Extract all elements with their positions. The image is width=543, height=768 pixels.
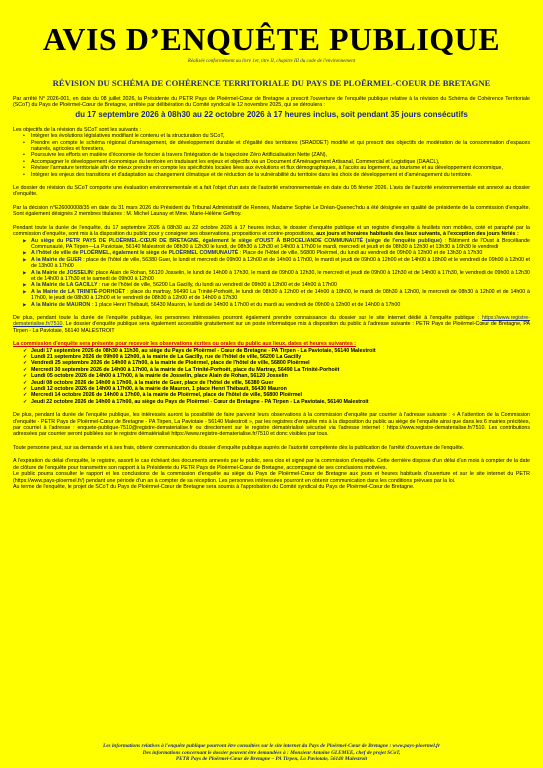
place-name: A la Mairie de GUER [31, 256, 82, 263]
footer [13, 743, 530, 763]
places-intro [13, 225, 530, 238]
section-heading: RÉVISION DU SCHÉMA DE COHÉRENCE TERRITORIALE DU PAYS DE PLOËRMEL-COEUR DE BRETAGNE [52, 78, 491, 88]
objective-item: • Intégrer les évolutions législatives modifiant le contenu et la structuration du SCoT, [23, 133, 530, 139]
permanence-item: ✓ Lundi 21 septembre 2026 de 09h00 à 12h00, à la mairie de La Gacilly, rue de l'hôtel de ville, 56200 La Gacilly [23, 354, 530, 360]
objective-item: • Intégrer les enjeux des transitions et d'adaptation au changement climatique et de réduction de la vulnérabilité du territoire dans les choix de développement et d'aménagement du territoire. [23, 172, 530, 178]
permanence-item: ✓ Mercredi 30 septembre 2026 de 14h00 à 17h00, à la mairie de La Trinité-Porhoët, place du Martray, 56490 La Trinité-Porhoët [23, 367, 530, 373]
objectives-intro: Les objectifs de la révision du SCoT sont les suivants : [13, 126, 141, 133]
place-detail: : Bâtiment de l'Oust à Brocéliande Communauté, PA Tirpen—La Paviotaie, 56140 Malestroit de 08h30 à 12h30 le lundi, de 08h30 à 12h30 et 14h00 à 17h00 le mardi, mercredi et jeudi et de 08h30 à 12h30 et 13h30 à 16h30 le vendredi [31, 237, 530, 250]
costs-paragraph: Toute personne peut, sur sa demande et à ses frais, obtenir communication du dossier d'enquête publique auprès de l'autorité compétente dès la publication de l'arrêté d'ouverture de l'enquête. [13, 444, 465, 451]
permanence-item: ✓ Jeudi 17 septembre 2026 de 08h30 à 11h30, au siège du Pays de Ploërmel - Cœur de Bretagne - PA Tirpen - La Paviotaie, 56140 Malestroit [23, 348, 530, 354]
place-item [23, 289, 530, 302]
registry-link[interactable]: https://www.registre-dematerialise.fr/7510 [13, 314, 530, 328]
final-paragraph: Au terme de l'enquête, le projet de SCoT du Pays de Ploërmel-Cœur de Bretagne sera soumis à l'approbation du Comité syndical du Pays de Ploërmel-Cœur de Bretagne. [13, 483, 415, 490]
footer-line-3: PETR Pays de Ploërmel-Cœur de Bretagne – PA Tirpen, La Paviotaie, 56140 Malestroit [175, 756, 368, 763]
intro-paragraph: Par arrêté N° 2026-001, en date du 08 juillet 2026, la Présidente du PETR Pays de Ploërmel-Cœur de Bretagne a prescrit l'ouverture de l'enquête publique relative à la révision du Schéma de Cohérence Territoriale (SCoT) du Pays de Ploërmel-Cœur de Bretagne, arrêtée par délibération du Comité syndical le 12 novembre 2025, qui se déroulera : [13, 96, 530, 109]
place-name: A la Mairie de LA GACILLY [31, 282, 98, 289]
places-list [13, 238, 530, 308]
permanence-item: ✓ Vendredi 25 septembre 2026 de 14h00 à 17h00, à la mairie de Ploërmel, place de l'hôtel de ville, 56800 Ploërmel [23, 360, 530, 366]
place-detail: : place Alain de Rohan, 56120 Josselin, le lundi de 14h00 à 17h30, le mardi de 09h00 à 12h30, le mercredi et jeudi de 09h00 à 12h30 et de 14h00 à 17h30, le vendredi de 09h00 à 12h30 et de 14h00 à 17h30 et le samedi de 09h00 à 12h00 [31, 269, 531, 282]
online-paragraph [13, 315, 530, 334]
place-name: A l'hôtel de ville de PLOËRMEL, également le siège de PLOËRMEL COMMUNAUTÉ [31, 250, 239, 257]
objective-item: • Réviser l'armature territoriale afin de mieux prendre en compte les spécificités locales liées aux évolutions et flux démographiques, à l'accès au logement, au tourisme et au développement économique, [23, 165, 530, 171]
place-detail: : rue de l'hôtel de ville, 56200 La Gacilly, du lundi au vendredi de 09h00 à 12h00 et de 14h00 à 17h00 [97, 282, 337, 289]
permanence-item: ✓ Jeudi 08 octobre 2026 de 14h00 à 17h00, à la mairie de Guer, place de l'hôtel de ville, 56380 Guer [23, 380, 530, 386]
notice-title: AVIS D’ENQUÊTE PUBLIQUE [42, 21, 501, 57]
place-item [23, 270, 530, 283]
place-name: Au siège du PETR PAYS DE PLOËRMEL-CŒUR DE BRETAGNE, également le siège d'OUST À BROCELIANDE COMMUNAUTÉ (siège de l'enquête publique) [31, 237, 442, 244]
place-item [23, 257, 530, 270]
permanences-list [13, 348, 530, 406]
mail-paragraph: De plus, pendant la durée de l'enquête publique, les intéressés auront la possibilité de faire parvenir leurs observations à la commission d'enquête par courrier à l'adresse suivante : « A l'attention de la Commission d'enquête - PETR Pays de Ploërmel-Cœur de Bretagne - PA Tirpen, La Paviotaie - 56140 Malestroit », par les registres d'enquête mis à la disposition du public au siège de l'enquête ainsi que dans les 6 mairies précitées, par courriel à l'adresse : enquete-publique-7510@registre-dematerialise.fr ou directement sur le registre dématérialisé sécurisé via l'adresse internet : https://www.registre-dematerialise.fr/7510. Les contributions adressées par courrier seront publiées sur le registre dématérialisé https://www.registre-dematerialise.fr/7510 et donc visibles par tous. [13, 412, 530, 438]
notice-subtitle: Réalisée conformément au livre 1er, titre II, chapitre III du code de l'environnement [187, 59, 356, 64]
place-detail: : place du martray, 56490 La Trinité-Porhoët, le lundi de 08h30 à 12h00 et de 14h00 à 18h00, le mardi de 08h30 à 12h00, le mercredi de 08h30 à 12h00 et de 14h00 à 17h00, le jeudi de 08h30 à 12h00 et le vendredi de 08h30 à 12h00 et de 14h00 à 17h30 [31, 288, 530, 302]
objective-item: • Poursuivre les efforts en matière d'économie de foncier à travers l'intégration de la trajectoire Zéro Artificialisation Nette (ZAN), [23, 152, 530, 158]
permanence-item: ✓ Jeudi 22 octobre 2026 de 14h00 à 17h00, au siège du Pays de Ploërmel - Cœur de Bretagne - PA Tirpen - La Paviotaie, 56140 Malestroit [23, 399, 530, 405]
online-text-a: De plus, pendant toute la durée de l'enquête publique, les personnes intéressées pourront également prendre connaissance du dossier sur le site internet dédié à l'enquête publique : [13, 314, 483, 321]
closing-paragraph: A l'expiration du délai d'enquête, le registre, assorti le cas échéant des documents annexés par le public, sera clos et signé par la commission d'enquête. Cette dernière dispose d'un délai d'un mois à compter de la date de clôture de l'enquête pour transmettre son rapport à la Présidente du PETR Pays de Ploërmel-Cœur de Bretagne, accompagné de ses conclusions motivées. [13, 458, 530, 471]
place-detail: : 1 place Henri Thébault, 56430 Mauron, le lundi de 14h00 à 17h00 et du mardi au vendredi de 09h00 à 12h00 et de 14h00 à 17h00 [90, 301, 401, 308]
place-item [23, 238, 530, 251]
place-name: A la Mairie de MAURON [31, 301, 91, 308]
permanences-intro: La commission d'enquête sera présente pour recevoir les observations écrites ou orales du public aux lieux, dates et heures suivantes : [13, 341, 357, 348]
objective-item: • Accompagner le développement économique du territoire en traduisant les enjeux et objectifs via un Document d'Aménagement Artisanal, Commercial et Logistique (DAACL), [23, 159, 530, 165]
footer-line-2: Des informations concernant le dossier peuvent être demandées à : Monsieur Antoine GLEMEE, chef de projet SCoT, [142, 749, 401, 756]
place-detail: : Place de l'Hôtel de ville, 56800 Ploërmel, du lundi au vendredi de 09h00 à 12h00 et de 13h30 à 17h30 [238, 250, 483, 257]
permanence-item: ✓ Lundi 05 octobre 2026 de 14h00 à 17h00, à la mairie de Josselin, place Alain de Rohan, 56120 Josselin [23, 373, 530, 379]
evaluation-paragraph: Le dossier de révision du SCoT comporte une évaluation environnementale et a fait l'objet d'un avis de l'autorité environnementale en date du 05 février 2026. L'avis de l'autorité environnementale est annexé au dossier d'enquête. [13, 185, 530, 198]
objective-item: • Prendre en compte le schéma régional d'aménagement, de développement durable et d'égalité des territoires (SRADDET) modifié et qui prescrit des objectifs de modération de la consommation d'espaces naturels, agricoles et forestiers, [23, 140, 530, 153]
permanence-item: ✓ Lundi 12 octobre 2026 de 14h00 à 17h00, à la mairie de Mauron, 1 place Henri Thébault, 56430 Mauron [23, 386, 530, 392]
commission-paragraph: Par la décision n°E26000008/35 en date du 31 mars 2026 du Président du Tribunal Administratif de Rennes, Madame Sophie Le Dréan-Quenec'hdu a été désignée en qualité de présidente de la commission d'enquête. Sont également désignés 2 membres titulaires : M. Michel Launay et Mme. Marie-Hélène Geffroy. [13, 204, 530, 218]
objectives-list [13, 133, 530, 178]
places-intro-emphasis: aux jours et horaires habituels des lieux suivants, à l'exception des jours fériés : [316, 231, 519, 238]
place-name: A la Mairie de JOSSELIN [31, 269, 93, 276]
report-paragraph: Le public pourra consulter le rapport et les conclusions de la commission d'enquête au siège du Pays de Ploërmel-Cœur de Bretagne aux jours et heures habituels d'ouverture et sur le site internet du PETR (https://www.pays-ploermel.fr/) pendant une période d'un an à compter de sa réception. Les personnes intéressées pourront en obtenir communication dans les conditions prévues par la loi. [13, 471, 530, 484]
place-name: A la Mairie de LA TRINITÉ-PORHOËT [31, 288, 126, 295]
enquiry-dates: du 17 septembre 2026 à 08h30 au 22 octobre 2026 à 17 heures inclus, soit pendant 35 jours consécutifs [75, 109, 468, 119]
place-detail: : place de l'hôtel de ville, 56380 Guer, le lundi et mercredi de 09h00 à 12h00 et de 14h00 à 17h00, le mardi et jeudi de 09h00 à 12h00 et de 14h00 à 18h00 et le vendredi de 09h00 à 12h00 et de 13h00 à 17h00 [31, 256, 530, 270]
places-intro-text: Pendant toute la durée de l'enquête, du 17 septembre 2026 à 08h30 au 22 octobre 2026 à 17 heures inclus, le dossier d'enquête publique et un registre d'enquête à feuillets non mobiles, coté et paraphé par la commission d'enquête, sont mis à la disposition du public pour y consigner ses observations, propositions et contre-propositions, [13, 224, 530, 238]
permanence-item: ✓ Mercredi 14 octobre 2026 de 14h00 à 17h00, à la mairie de Ploërmel, place de l'hôtel de ville, 56800 Ploërmel [23, 392, 530, 398]
place-item [23, 302, 530, 308]
footer-line-1: Les informations relatives à l'enquête publique pourront être consultées sur le site internet du Pays de Ploërmel-Cœur de Bretagne : www.pays-ploermel.fr [102, 743, 441, 750]
online-text-b: . Le dossier d'enquête publique sera également accessible gratuitement sur un poste informatique mis à disposition du public à l'adresse suivante : PETR Pays de Ploërmel-Cœur de Bretagne, PA Tirpen - La Paviotaie, 56140 MALESTROIT [13, 321, 530, 334]
